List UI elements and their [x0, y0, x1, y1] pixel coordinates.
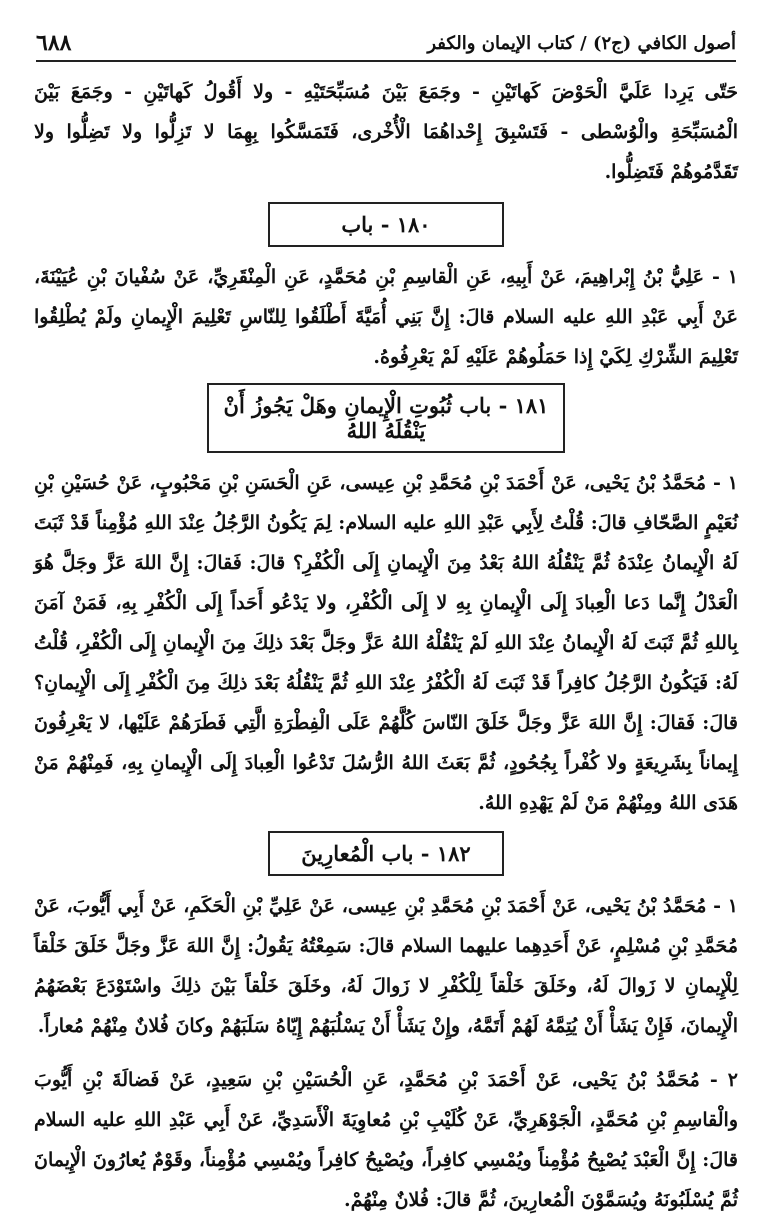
hadith-paragraph: ١ - مُحَمَّدُ بْنُ يَحْيى، عَنْ أَحْمَدَ بْنِ مُحَمَّدِ بْنِ عِيسى، عَنْ عَلِيِّ بْنِ الْحَكَمِ، عَنْ أَبِي أَيُّوبَ، عَنْ مُحَمَّدِ بْنِ مُسْلِمٍ، عَنْ أَحَدِهِما عليهما السلام قالَ: سَمِعْتُهُ يَقُولُ: إِنَّ اللهَ عَزَّ وجَلَّ خَلَقَ خَلْقاً لِلْإِيمانِ لا زَوالَ لَهُ، وخَلَقَ خَلْقاً لِلْكُفْرِ لا زَوالَ لَهُ، وخَلَقَ خَلْقاً بَيْنَ ذلِكَ واسْتَوْدَعَ بَعْضَهُمُ الْإِيمانَ، فَإِنْ يَشَأْ أَنْ يُتِمَّهُ لَهُمْ أَتَمَّهُ، وإِنْ يَشَأْ أَنْ يَسْلُبَهُمْ إِيّاهُ سَلَبَهُمْ وكانَ فُلانٌ مِنْهُمْ مُعاراً.	[34, 895, 738, 1037]
page-content	[34, 72, 738, 1220]
page-header	[36, 26, 736, 62]
hadith-paragraph: ٢ - مُحَمَّدُ بْنُ يَحْيى، عَنْ أَحْمَدَ بْنِ مُحَمَّدٍ، عَنِ الْحُسَيْنِ بْنِ سَعِيدٍ، عَنْ فَضالَةَ بْنِ أَيُّوبَ والْقاسِمِ بْنِ مُحَمَّدٍ، الْجَوْهَرِيِّ، عَنْ كُلَيْبِ بْنِ مُعاوِيَةَ الْأَسَدِيِّ، عَنْ أَبِي عَبْدِ اللهِ عليه السلام قالَ: إِنَّ الْعَبْدَ يُصْبِحُ مُؤْمِناً ويُمْسِي كافِراً، ويُصْبِحُ كافِراً ويُمْسِي مُؤْمِناً، وقَوْمٌ يُعارُونَ الْإِيمانَ ثُمَّ يُسْلَبُونَهُ ويُسَمَّوْنَ الْمُعارِينَ، ثُمَّ قالَ: فُلانٌ مِنْهُمْ.	[34, 1069, 738, 1211]
hadith-paragraph: ١ - مُحَمَّدُ بْنُ يَحْيى، عَنْ أَحْمَدَ بْنِ مُحَمَّدِ بْنِ عِيسى، عَنِ الْحَسَنِ بْنِ مَحْبُوبٍ، عَنْ حُسَيْنِ بْنِ نُعَيْمٍ الصَّحّافِ قالَ: قُلْتُ لِأَبِي عَبْدِ اللهِ عليه السلام: لِمَ يَكُونُ الرَّجُلُ عِنْدَ اللهِ مُؤْمِناً قَدْ ثَبَتَ لَهُ الْإِيمانُ عِنْدَهُ ثُمَّ يَنْقُلُهُ اللهُ بَعْدُ مِنَ الْإِيمانِ إِلَى الْكُفْرِ؟ قالَ: فَقالَ: إِنَّ اللهَ عَزَّ وجَلَّ هُوَ الْعَدْلُ إِنَّما دَعا الْعِبادَ إِلَى الْإِيمانِ بِهِ لا إِلَى الْكُفْرِ، ولا يَدْعُو أَحَداً إِلَى الْكُفْرِ بِهِ، فَمَنْ آمَنَ بِاللهِ ثُمَّ ثَبَتَ لَهُ الْإِيمانُ عِنْدَ اللهِ لَمْ يَنْقُلْهُ اللهُ عَزَّ وجَلَّ بَعْدَ ذلِكَ مِنَ الْإِيمانِ إِلَى الْكُفْرِ، قُلْتُ لَهُ: فَيَكُونُ الرَّجُلُ كافِراً قَدْ ثَبَتَ لَهُ الْكُفْرُ عِنْدَ اللهِ ثُمَّ يَنْقُلُهُ بَعْدَ ذلِكَ مِنَ الْكُفْرِ إِلَى الْإِيمانِ؟ قالَ: فَقالَ: إِنَّ اللهَ عَزَّ وجَلَّ خَلَقَ النّاسَ كُلَّهُمْ عَلَى الْفِطْرَةِ الَّتِي فَطَرَهُمْ عَلَيْها، لا يَعْرِفُونَ إِيماناً بِشَرِيعَةٍ ولا كُفْراً بِجُحُودٍ، ثُمَّ بَعَثَ اللهُ الرُّسُلَ تَدْعُوا الْعِبادَ إِلَى الْإِيمانِ بِهِ، فَمِنْهُمْ مَنْ هَدَى اللهُ ومِنْهُمْ مَنْ لَمْ يَهْدِهِ اللهُ.	[34, 472, 738, 814]
chapter-heading-180: ١٨٠ - باب	[268, 202, 504, 247]
running-title: أصول الكافي (ج٢) / كتاب الإيمان والكفر	[427, 32, 736, 54]
chapter-heading-182: ١٨٢ - باب الْمُعارِينَ	[268, 831, 504, 876]
intro-paragraph: حَتّى يَرِدا عَلَيَّ الْحَوْضَ كَهاتَيْنِ - وجَمَعَ بَيْنَ مُسَبِّحَتَيْهِ - ولا أَقُولُ كَهاتَيْنِ - وجَمَعَ بَيْنَ الْمُسَبِّحَةِ والْوُسْطى - فَتَسْبِقَ إِحْداهُمَا الْأُخْرى، فَتَمَسَّكُوا بِهِمَا لا تَزِلُّوا ولا تَضِلُّوا ولا تَقَدَّمُوهُمْ فَتَضِلُّوا.	[34, 81, 738, 183]
page-number: ٦٨٨	[36, 30, 72, 56]
chapter-heading-181: ١٨١ - باب ثُبُوتِ الْإِيمانِ وهَلْ يَجُوزُ أَنْ يَنْقُلَهُ اللهُ	[207, 383, 565, 453]
hadith-paragraph: ١ - عَلِيُّ بْنُ إِبْراهِيمَ، عَنْ أَبِيهِ، عَنِ الْقاسِمِ بْنِ مُحَمَّدٍ، عَنِ الْمِنْقَرِيِّ، عَنْ سُفْيانَ بْنِ عُيَيْنَةَ، عَنْ أَبِي عَبْدِ اللهِ عليه السلام قالَ: إِنَّ بَنِي أُمَيَّةَ أَطْلَقُوا لِلنّاسِ تَعْلِيمَ الْإِيمانِ ولَمْ يُطْلِقُوا تَعْلِيمَ الشِّرْكِ لِكَيْ إِذا حَمَلُوهُمْ عَلَيْهِ لَمْ يَعْرِفُوهُ.	[34, 266, 738, 368]
